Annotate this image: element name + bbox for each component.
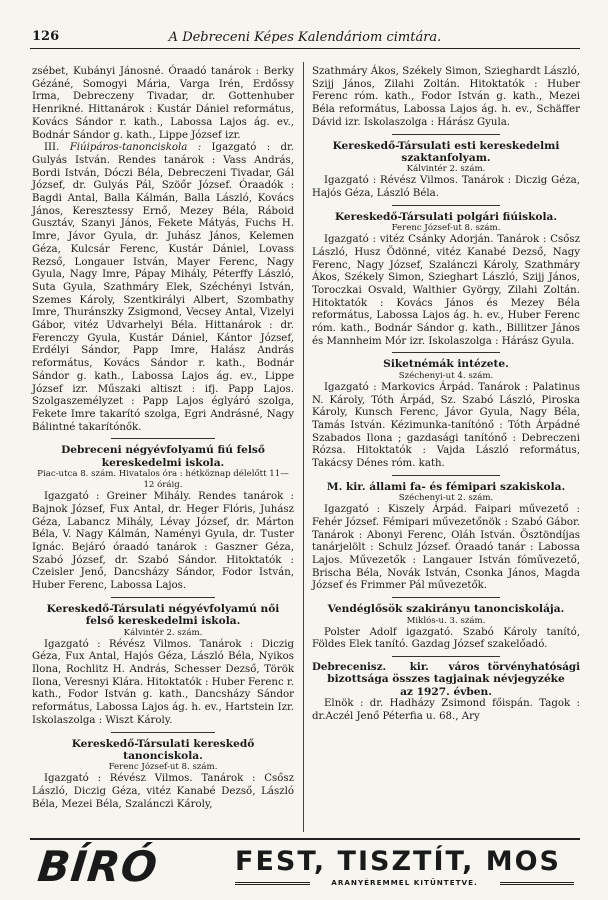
- legal-word: Debreceni: [312, 660, 371, 673]
- divider: [392, 475, 499, 476]
- section-body: Igazgató : vitéz Csánky Adorján. Tanárok : Csősz László, Husz Ödönné, vitéz Kanabé Dezső, Nagy Ferenc, Nagy József, Szalánczi Károly, Szathmáry Ákos, Székely Simon, Szieghart László, Szijj János, Toroczkai Osvald, Walthier György, Zilahi Zoltán. Hitoktatók : Kovács János és Mezey Béla református, Labossa Lajos ág. h. ev., Huber Ferenc róm. kath., Bodnár Sándor g. kath., Billitzer János és Mannheim Mór izr. Iskolaszolga : Hárász Gyula.: [312, 234, 580, 347]
- section-body: Igazgató : Greiner Mihály. Rendes tanárok : Bajnok József, Fux Antal, dr. Heger Flóris, Juhász Géza, Labancz Mihály, Lévay József, dr. Márton Béla, V. Nagy Kálmán, Naményi Gyula, dr. Tuster Ignác. Bejáró óraadó tanárok : Gaszner Géza, Szabó József, dr. Szabó Sándor. Hitoktatók : Czeisler Jenő, Dancsházy Sándor, Fodor István, Huber Ferenc, Labossa Lajos.: [32, 491, 294, 592]
- divider: [392, 656, 499, 657]
- page-header: [30, 26, 580, 49]
- paragraph: [32, 142, 294, 434]
- divider: [392, 134, 499, 135]
- section-body: Igazgató : Révész Vilmos. Tanárok : Diczig Géza, Fux Antal, Hajós Géza, László Béla, Nyikos Ilona, Rochlitz H. András, Schesser Dezső, Török Ilona, Veresnyi Klára. Hitoktatók : Huber Ferenc r. kath., Fodor István g. kath., Dancsházy Sándor református, Labossa Lajos ág. h. ev., Hartstein Izr. Iskolaszolga : Wiszt Károly.: [32, 638, 294, 726]
- ad-brand: BÍRÓ: [35, 842, 161, 891]
- column-divider: [303, 62, 304, 832]
- paragraph: Szathmáry Ákos, Székely Simon, Szieghardt László, Szijj János, Zilahi Zoltán. Hitoktatók : Huber Ferenc róm. kath., Fodor István g. kath., Mezei Béla református, Labossa Lajos ág. h. ev., Schäffer Dávid izr. Iskolaszolga : Hárász Gyula.: [312, 66, 580, 128]
- section-title: Fiúipáros-tanonciskola :: [69, 142, 202, 154]
- legal-word: sz.: [370, 660, 387, 673]
- paragraph: zsébet, Kubányi Jánosné. Óraadó tanárok : Berky Gézáné, Somogyi Mária, Varga Irén, Erdőssy Irma, Debreczeny Tivadar, dr. Gottenhuber Henrikné. Hittanárok : Kustár Dániel református, Kovács Sándor r. kath., Labossa Lajos ág. ev., Bodnár Sándor g. kath., Lippe József izr.: [32, 66, 294, 141]
- divider: [111, 732, 216, 733]
- section-heading: Siketnémák intézete.: [383, 358, 509, 371]
- page-number: 126: [32, 29, 60, 44]
- section-heading: Debreceni négyévfolyamú fiú felső kereskedelmi iskola.: [61, 444, 265, 469]
- section-heading: Kereskedő-Társulati négyévfolyamú női felső kereskedelmi iskola.: [46, 602, 280, 628]
- legal-word: kir.: [409, 660, 429, 673]
- section-body: Elnök : dr. Hadházy Zsimond főispán. Tagok : dr.Aczél Jenő Péterfia u. 68., Ary: [312, 698, 580, 722]
- legal-word: törvényhatósági: [487, 660, 580, 673]
- section-heading: Vendéglősök szakirányu tanonciskolája.: [327, 603, 565, 616]
- section-body: Igazgató : Markovics Árpád. Tanárok : Palatinus N. Károly, Tóth Árpád, Sz. Szabó László, Piroska Károly, Kunsch Ferenc, Jávor Gyula, Nagy Béla, Tamás István. Kézimunka-tanítónő : Tóth Árpádné Szabados Ilona ; gazdasági tanítónő : Debreczeni Rózsa. Hitoktatók : Vajda László református, Takácsy Dénes róm. kath.: [312, 381, 580, 470]
- left-column: [32, 66, 294, 811]
- section-address: Ferenc József-ut 8. szám.: [108, 762, 218, 773]
- section-body: Igazgató : Révész Vilmos. Tanárok : Csősz László, Diczig Géza, vitéz Kanabé Dezső, László Béla, Mezei Béla, Szalánczi Károly,: [32, 773, 294, 810]
- legal-heading: bizottsága összes tagjainak névjegyzéke: [327, 673, 565, 686]
- section-body: Igazgató : Révész Vilmos. Tanárok : Diczig Géza, Hajós Géza, László Béla.: [312, 175, 580, 200]
- section-heading: M. kir. állami fa- és fémipari szakiskola.: [326, 480, 566, 493]
- running-title: A Debreceni Képes Kalendáriom cimtára.: [168, 30, 442, 45]
- ad-slogan: FEST, TISZTÍT, MOS: [235, 846, 561, 877]
- ad-award-band: [235, 878, 574, 888]
- section-heading: Kereskedő-Társulati kereskedő tanonciskola.: [71, 737, 255, 762]
- section-address: Miklós-u. 3. szám.: [406, 615, 486, 626]
- section-address: Kálvintér 2. szám.: [406, 164, 486, 175]
- paragraph-text: Igazgató : dr. Gulyás István. Rendes tanárok : Vass András, Bordi István, Dóczi Béla, Debreczeni Tivadar, Gál József, dr. Gulyás Pál, Szöőr József. Óraadók : Bagdi Antal, Balla Kálmán, Balla László, Kovács János, Keresztessy Ernő, Mezey Béla, Ráboid Gusztáv, Szanyi János, Fekete Mátyás, Fuchs H. Imre, Jávor Gyula, dr. Juhász János, Kelemen Géza, Kulcsár Ferenc, Kustár Dániel, Lovass Rezső, Longauer István, Mayer Ferenc, Nagy Gyula, Nagy Imre, Pápay Mihály, Péterffy László, Suta Gyula, Szathmáry Elek, Széchényi István, Szemes Károly, Szentkirályi Albert, Szombathy Imre, Thuránszky Zsigmond, Vecsey Antal, Vizelyi Gábor, vitéz Udvarhelyi Béla. Hittanárok : dr. Ferenczy Gyula, Kustár Dániel, Kántor József, Erdélyi Sándor, Papp Imre, Halász András református, Kovács Sándor r. kath., Bodnár Sándor g. kath., Labossa Lajos ág. ev., Lippe József izr. Műszaki altiszt : ifj. Papp Lajos. Szolgaszemélyzet : Papp Lajos églyáró szolga, Fekete Imre takarító szolga, Egri Andrásné, Nagy Bálintné takarítónők.: [32, 142, 295, 433]
- divider: [392, 597, 499, 598]
- right-column: [312, 66, 580, 724]
- ad-award: ARANYÉREMMEL KITÜNTETVE.: [310, 878, 500, 888]
- advertisement: [30, 838, 580, 890]
- divider: [392, 205, 499, 206]
- divider: [392, 352, 499, 353]
- section-body: Igazgató : Kiszely Árpád. Faipari művezető : Fehér József. Fémipari művezetőnök : Szabó Gábor. Tanárok : Abonyi Ferenc, Oláh István. Ösztöndíjas tanárjelölt : Schulz József. Óraadó tanár : Labossa Lajos. Művezetők : Langauer István fóművezető, Brischa Béla, Novák István, Csonka János, Magda József és Frimmer Pál művezetők.: [312, 504, 580, 592]
- section-body: Polster Adolf igazgató. Szabó Károly tanító, Földes Elek tanító. Gazdag József szakelőadó.: [312, 626, 580, 651]
- section-heading: Kereskedő-Társulati polgári fiúiskola.: [334, 210, 558, 223]
- legal-heading-year: az 1927. évben.: [400, 685, 492, 698]
- section-address: Széchenyi-ut 4. szám.: [398, 370, 494, 381]
- section-number: III.: [44, 142, 60, 154]
- section-address: Ferenc József-ut 8. szám.: [391, 223, 501, 234]
- section-address: Kálvintér 2. szám.: [123, 627, 203, 638]
- legal-heading-line: [312, 661, 580, 674]
- section-address: Széchenyi-ut 2. szám.: [398, 493, 494, 504]
- legal-word: város: [448, 660, 480, 673]
- divider: [111, 597, 216, 598]
- section-address: Piac-utca 8. szám. Hivatalos óra : hétköznap délelőtt 11—12 óráig.: [37, 469, 289, 491]
- divider: [111, 438, 216, 439]
- section-heading: Kereskedő-Társulati esti kereskedelmi szaktanfolyam.: [332, 139, 560, 164]
